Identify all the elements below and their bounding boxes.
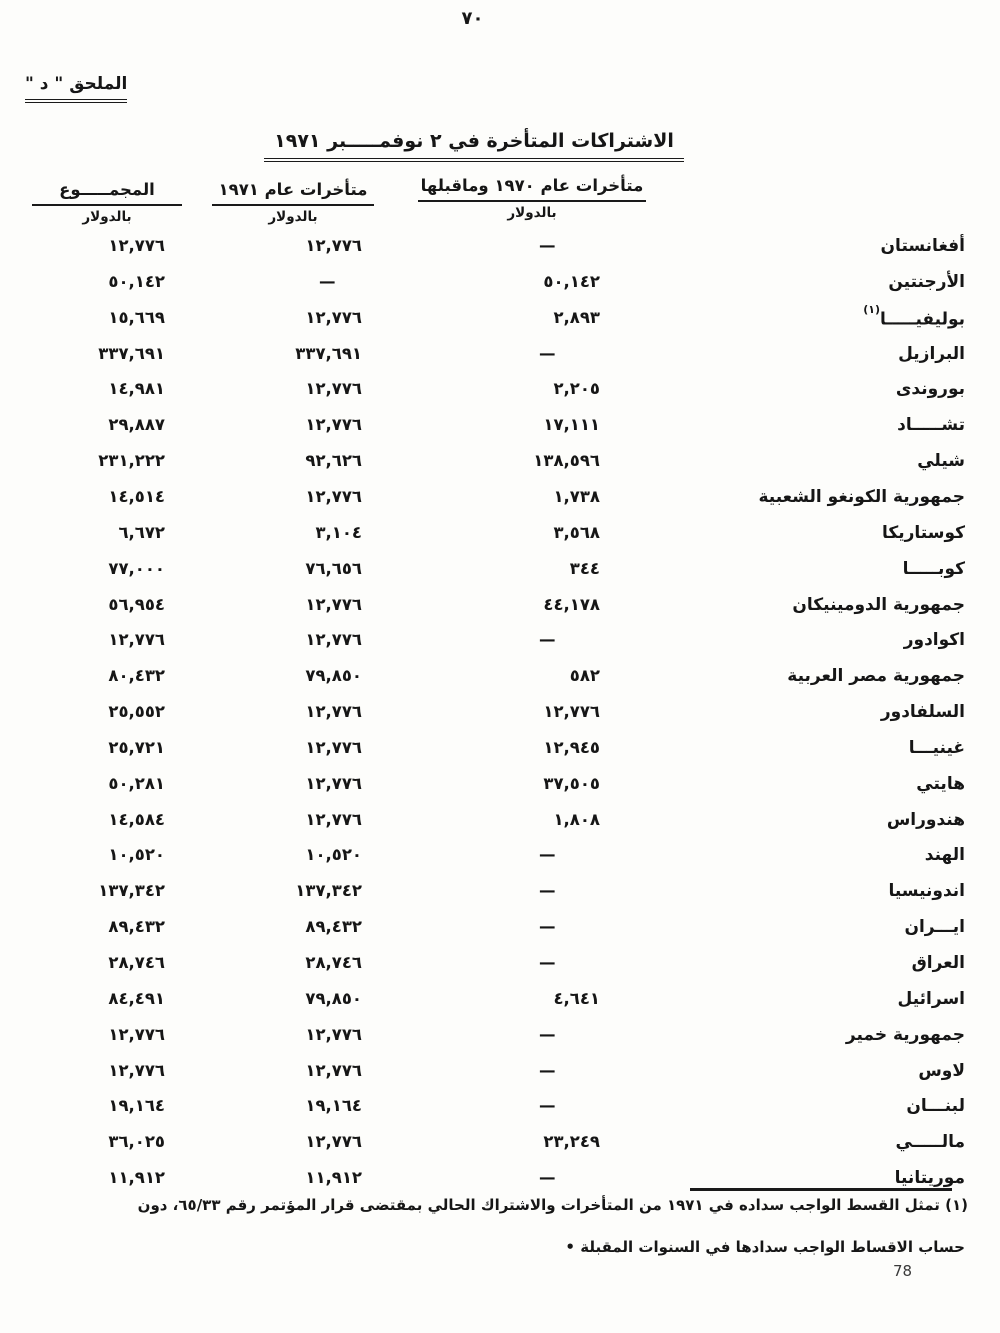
table-row (0, 236, 1000, 266)
arrears_1971-value: ١١,٩١٢ (305, 1168, 362, 1187)
table-row (0, 881, 1000, 911)
arrears_1970-value: ٢,٢٠٥ (553, 379, 600, 398)
total-value: ١٣٧,٣٤٢ (98, 881, 165, 900)
arrears_1971-value: ٧٩,٨٥٠ (305, 989, 362, 1008)
country-name: أفغانستان (880, 236, 965, 256)
total-value: ٨٩,٤٣٢ (108, 917, 165, 936)
footnote-line2: حساب الاقساط الواجب سدادها في السنوات المقبلة • (565, 1238, 965, 1256)
country-name: جمهورية خمير (845, 1025, 965, 1045)
arrears_1970-value: ٢,٨٩٣ (553, 308, 600, 327)
arrears_1971-value: ١٢,٧٧٦ (305, 810, 362, 829)
table-row (0, 845, 1000, 875)
country-name: ايـــران (904, 917, 965, 937)
total-value: ١٠,٥٢٠ (108, 845, 165, 864)
total-value: ١٢,٧٧٦ (108, 1061, 165, 1080)
arrears_1971-value: ٩٢,٦٢٦ (305, 451, 362, 470)
total-value: ٨٤,٤٩١ (108, 989, 165, 1008)
arrears_1970-value: ١٧,١١١ (543, 415, 600, 434)
country-name: السلفادور (880, 702, 965, 722)
country-name: البرازيل (898, 344, 965, 364)
table-row (0, 1132, 1000, 1162)
arrears_1971-value: ١٢,٧٧٦ (305, 630, 362, 649)
total-value: ٧٧,٠٠٠ (108, 559, 165, 578)
table-row (0, 774, 1000, 804)
country-name: كوستاريكا (881, 523, 965, 543)
country-name: العراق (911, 953, 965, 973)
column-header-arrears-1970-label: متأخرات عام ١٩٧٠ وماقبلها (418, 176, 646, 202)
total-value: ٢٣١,٢٢٢ (98, 451, 165, 470)
table-row (0, 738, 1000, 768)
country-name: شيلي (917, 451, 965, 471)
arrears_1970-value: — (539, 1061, 556, 1080)
total-value: ٦,٦٧٢ (118, 523, 165, 542)
page-number-top: ٧٠ (461, 8, 484, 29)
total-value: ١٩,١٦٤ (108, 1096, 165, 1115)
total-value: ٥٠,١٤٢ (108, 272, 165, 291)
country-name: اكوادور (903, 630, 965, 650)
arrears_1970-value: ١٢,٧٧٦ (543, 702, 600, 721)
total-value: ٣٦,٠٢٥ (108, 1132, 165, 1151)
arrears_1970-value: ١٣٨,٥٩٦ (533, 451, 600, 470)
total-value: ٢٩,٨٨٧ (108, 415, 165, 434)
arrears_1971-value: ٨٩,٤٣٢ (305, 917, 362, 936)
total-value: ٥٦,٩٥٤ (108, 595, 165, 614)
table-row (0, 989, 1000, 1019)
table-row (0, 487, 1000, 517)
table-row (0, 272, 1000, 302)
country-name: لبنـــان (906, 1096, 965, 1116)
country-name: موريتانيا (894, 1168, 965, 1188)
arrears_1971-value: ١٢,٧٧٦ (305, 487, 362, 506)
footnote-line1: (١) تمثل القسط الواجب سداده في ١٩٧١ من المتأخرات والاشتراك الحالي بمقتضى قرار المؤتمر رقم ٦٥/٣٣، دون (137, 1196, 968, 1214)
country-name: جمهورية مصر العربية (787, 666, 965, 686)
footnote-marker: (١) (863, 303, 881, 316)
arrears_1970-value: ٢٣,٢٤٩ (543, 1132, 600, 1151)
country-name: بوروندى (895, 379, 965, 399)
table-row (0, 666, 1000, 696)
arrears_1971-value: ٣,١٠٤ (315, 523, 362, 542)
arrears_1970-value: ١,٧٣٨ (553, 487, 600, 506)
country-name: مالـــــي (895, 1132, 965, 1152)
column-header-arrears-1971-unit: بالدولار (268, 209, 318, 225)
arrears_1971-value: ٧٦,٦٥٦ (305, 559, 362, 578)
country-name: اسرائيل (897, 989, 965, 1009)
country-name: هندوراس (886, 810, 965, 830)
arrears_1971-value: ١٢,٧٧٦ (305, 1132, 362, 1151)
arrears_1971-value: ١٢,٧٧٦ (305, 236, 362, 255)
arrears_1971-value: ١٢,٧٧٦ (305, 595, 362, 614)
table-row (0, 702, 1000, 732)
table-title-text: الاشتراكات المتأخرة في ٢ نوفمـــــبر ١٩٧١ (264, 130, 684, 162)
country-name: جمهورية الكونغو الشعبية (758, 487, 965, 507)
table-row (0, 344, 1000, 374)
country-name: لاوس (918, 1061, 965, 1081)
total-value: ٢٨,٧٤٦ (108, 953, 165, 972)
arrears_1971-value: ١٢,٧٧٦ (305, 702, 362, 721)
total-value: ٥٠,٢٨١ (108, 774, 165, 793)
arrears_1970-value: ٣٧,٥٠٥ (543, 774, 600, 793)
arrears_1970-value: ١,٨٠٨ (553, 810, 600, 829)
table-row (0, 953, 1000, 983)
arrears_1970-value: — (539, 845, 556, 864)
arrears_1970-value: — (539, 917, 556, 936)
arrears_1970-value: ٥٠,١٤٢ (543, 272, 600, 291)
total-value: ١٢,٧٧٦ (108, 1025, 165, 1044)
arrears_1970-value: — (539, 881, 556, 900)
total-value: ١٥,٦٦٩ (108, 308, 165, 327)
table-row (0, 1061, 1000, 1091)
total-value: ٣٣٧,٦٩١ (98, 344, 165, 363)
total-value: ١٤,٩٨١ (108, 379, 165, 398)
country-name: بوليفيـــــا$^{(١)}$ (863, 303, 965, 330)
table-row (0, 630, 1000, 660)
total-value: ١٤,٥١٤ (108, 487, 165, 506)
appendix-label-text: الملحق " د " (25, 74, 127, 103)
total-value: ١٢,٧٧٦ (108, 236, 165, 255)
arrears_1970-value: — (539, 630, 556, 649)
column-header-total-unit: بالدولار (82, 209, 132, 225)
arrears_1971-value: ١٢,٧٧٦ (305, 1061, 362, 1080)
table-row (0, 303, 1000, 338)
arrears_1970-value: — (539, 236, 556, 255)
country-name: هايتي (916, 774, 965, 794)
country-name: كوبـــــا (902, 559, 965, 579)
arrears_1971-value: ١٢,٧٧٦ (305, 1025, 362, 1044)
arrears_1970-value: ٣,٥٦٨ (553, 523, 600, 542)
total-value: ١٤,٥٨٤ (108, 810, 165, 829)
arrears_1970-value: — (539, 1096, 556, 1115)
arrears_1971-value: ١٠,٥٢٠ (305, 845, 362, 864)
table-row (0, 1025, 1000, 1055)
arrears_1970-value: — (539, 1025, 556, 1044)
arrears_1970-value: — (539, 344, 556, 363)
arrears_1970-value: ٤,٦٤١ (553, 989, 600, 1008)
arrears_1971-value: ١٢,٧٧٦ (305, 738, 362, 757)
arrears_1971-value: — (319, 272, 336, 291)
country-name: الهند (924, 845, 965, 865)
country-name: تشـــــاد (897, 415, 965, 435)
total-value: ٨٠,٤٣٢ (108, 666, 165, 685)
column-header-arrears-1970-unit: بالدولار (507, 205, 557, 221)
country-name: غينيـــا (908, 738, 965, 758)
table-row (0, 595, 1000, 625)
table-row (0, 917, 1000, 947)
arrears_1971-value: ١٢,٧٧٦ (305, 774, 362, 793)
arrears_1971-value: ١٢,٧٧٦ (305, 308, 362, 327)
arrears_1971-value: ١٩,١٦٤ (305, 1096, 362, 1115)
total-value: ٢٥,٧٢١ (108, 738, 165, 757)
table-row (0, 451, 1000, 481)
total-value: ٢٥,٥٥٢ (108, 702, 165, 721)
page-number-bottom: 78 (893, 1262, 913, 1280)
table-row (0, 810, 1000, 840)
total-value: ١١,٩١٢ (108, 1168, 165, 1187)
table-row (0, 559, 1000, 589)
table-row (0, 523, 1000, 553)
column-header-arrears-1971-label: متأخرات عام ١٩٧١ (212, 180, 374, 206)
arrears_1970-value: ١٢,٩٤٥ (543, 738, 600, 757)
country-name: اندونيسيا (888, 881, 965, 901)
table-row (0, 1168, 1000, 1198)
arrears_1971-value: ٣٣٧,٦٩١ (295, 344, 362, 363)
column-header-total-label: المجمـــــوع (32, 180, 182, 206)
arrears_1970-value: ٥٨٢ (569, 666, 600, 685)
country-name: جمهورية الدومينيكان (792, 595, 965, 615)
arrears_1970-value: — (539, 953, 556, 972)
arrears_1970-value: ٤٤,١٧٨ (543, 595, 600, 614)
arrears_1971-value: ٧٩,٨٥٠ (305, 666, 362, 685)
country-name: الأرجنتين (888, 272, 965, 292)
arrears_1971-value: ١٢,٧٧٦ (305, 379, 362, 398)
table-row (0, 1096, 1000, 1126)
table-row (0, 379, 1000, 409)
total-value: ١٢,٧٧٦ (108, 630, 165, 649)
arrears_1971-value: ١٢,٧٧٦ (305, 415, 362, 434)
footnote-divider (690, 1188, 952, 1191)
arrears_1971-value: ١٣٧,٣٤٢ (295, 881, 362, 900)
arrears_1970-value: — (539, 1168, 556, 1187)
arrears_1971-value: ٢٨,٧٤٦ (305, 953, 362, 972)
table-row (0, 415, 1000, 445)
arrears_1970-value: ٣٤٤ (569, 559, 600, 578)
